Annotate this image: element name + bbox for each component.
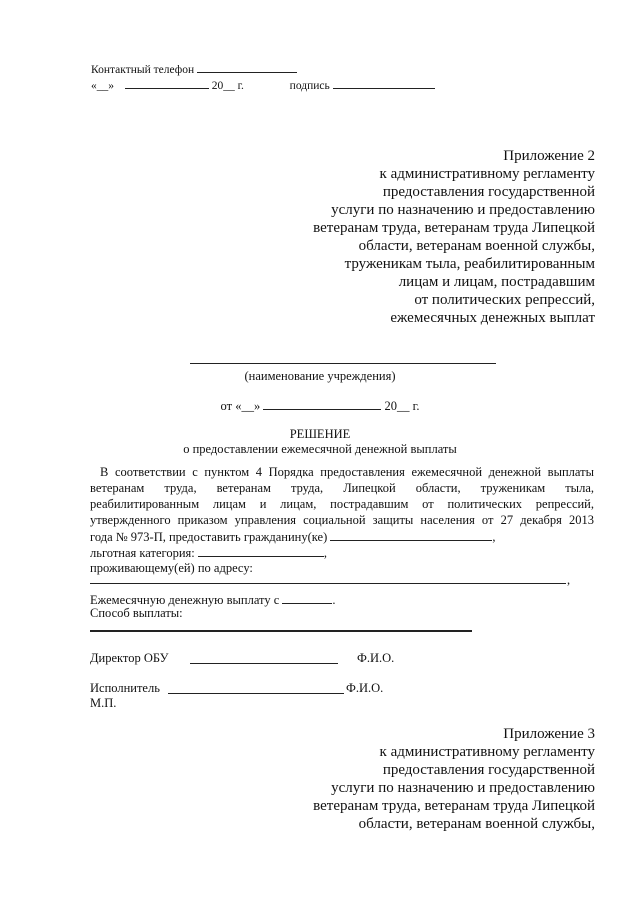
appendix3-line: к административному регламенту	[379, 744, 595, 760]
citizen-blank	[330, 530, 492, 541]
appendix3-line: ветеранам труда, ветеранам труда Липецкой	[313, 798, 595, 814]
appendix2-line: ветеранам труда, ветеранам труда Липецкой	[313, 220, 595, 236]
institution-date	[0, 399, 640, 413]
monthly-date-blank	[282, 593, 332, 604]
date-month-blank	[125, 78, 209, 89]
appendix2-title: Приложение 2	[503, 148, 595, 164]
phone-label: Контактный телефон	[91, 64, 195, 76]
body-last-text: года № 973-П, предоставить гражданину(ке)	[90, 530, 328, 544]
appendix2-line: от политических репрессий,	[414, 292, 595, 308]
institution-date-prefix: от «__»	[220, 399, 261, 413]
payment-method-label: Способ выплаты:	[90, 606, 183, 620]
appendix3-title: Приложение 3	[503, 726, 595, 742]
address-blank	[90, 583, 566, 584]
decision-title: РЕШЕНИЕ	[289, 427, 351, 441]
address-comma: ,	[567, 573, 571, 587]
appendix2-line: предоставления государственной	[382, 184, 595, 200]
category-blank	[198, 546, 324, 557]
institution-caption: (наименование учреждения)	[244, 369, 396, 383]
category-label: льготная категория:	[90, 546, 195, 560]
executor-signature-blank	[168, 693, 344, 694]
appendix3-line: области, ветеранам военной службы,	[358, 816, 595, 832]
institution-date-blank	[263, 399, 381, 410]
signature-label: подпись	[289, 80, 330, 92]
executor-label: Исполнитель	[90, 681, 160, 695]
decision-body-line: утвержденного приказом управления социальной защиты населения от 27 декабря 2013	[90, 513, 594, 527]
date-signature-line	[91, 78, 435, 93]
date-day: «__»	[91, 80, 114, 92]
decision-body-line: В соответствии с пунктом 4 Порядка предоставления ежемесячной денежной выплаты	[100, 465, 594, 479]
appendix3-line: услуги по назначению и предоставлению	[331, 780, 595, 796]
appendix2-line: ежемесячных денежных выплат	[390, 310, 595, 326]
monthly-line: Ежемесячную денежную выплату с .	[90, 593, 336, 607]
director-signature-blank	[190, 663, 338, 664]
director-name: Ф.И.О.	[357, 651, 395, 665]
category-line: льготная категория: ,	[90, 546, 328, 560]
payment-method-blank	[90, 630, 472, 632]
appendix3-line: предоставления государственной	[382, 762, 595, 778]
decision-body-line: реабилитированным лицам и лицам, пострадавшим от политических репрессий,	[90, 497, 594, 511]
contact-line	[91, 62, 297, 77]
date-year: 20__ г.	[211, 80, 244, 92]
executor-name: Ф.И.О.	[346, 681, 384, 695]
decision-subtitle: о предоставлении ежемесячной денежной выплаты	[183, 442, 457, 456]
decision-body-line: ветеранам труда, ветеранам труда, Липецкой области, труженикам тыла,	[90, 481, 594, 495]
address-label: проживающему(ей) по адресу:	[90, 561, 253, 575]
appendix2-line: услуги по назначению и предоставлению	[331, 202, 595, 218]
appendix2-line: труженикам тыла, реабилитированным	[344, 256, 595, 272]
institution-date-year: 20__ г.	[384, 399, 420, 413]
appendix2-line: к административному регламенту	[379, 166, 595, 182]
signature-blank	[333, 78, 435, 89]
decision-body-last: года № 973-П, предоставить гражданину(ке) ,	[90, 530, 496, 544]
stamp-label: М.П.	[90, 696, 117, 710]
appendix2-line: лицам и лицам, пострадавшим	[398, 274, 595, 290]
director-label: Директор ОБУ	[90, 651, 169, 665]
phone-blank	[197, 62, 297, 73]
monthly-label: Ежемесячную денежную выплату с	[90, 593, 280, 607]
institution-blank	[190, 363, 496, 364]
appendix2-line: области, ветеранам военной службы,	[358, 238, 595, 254]
